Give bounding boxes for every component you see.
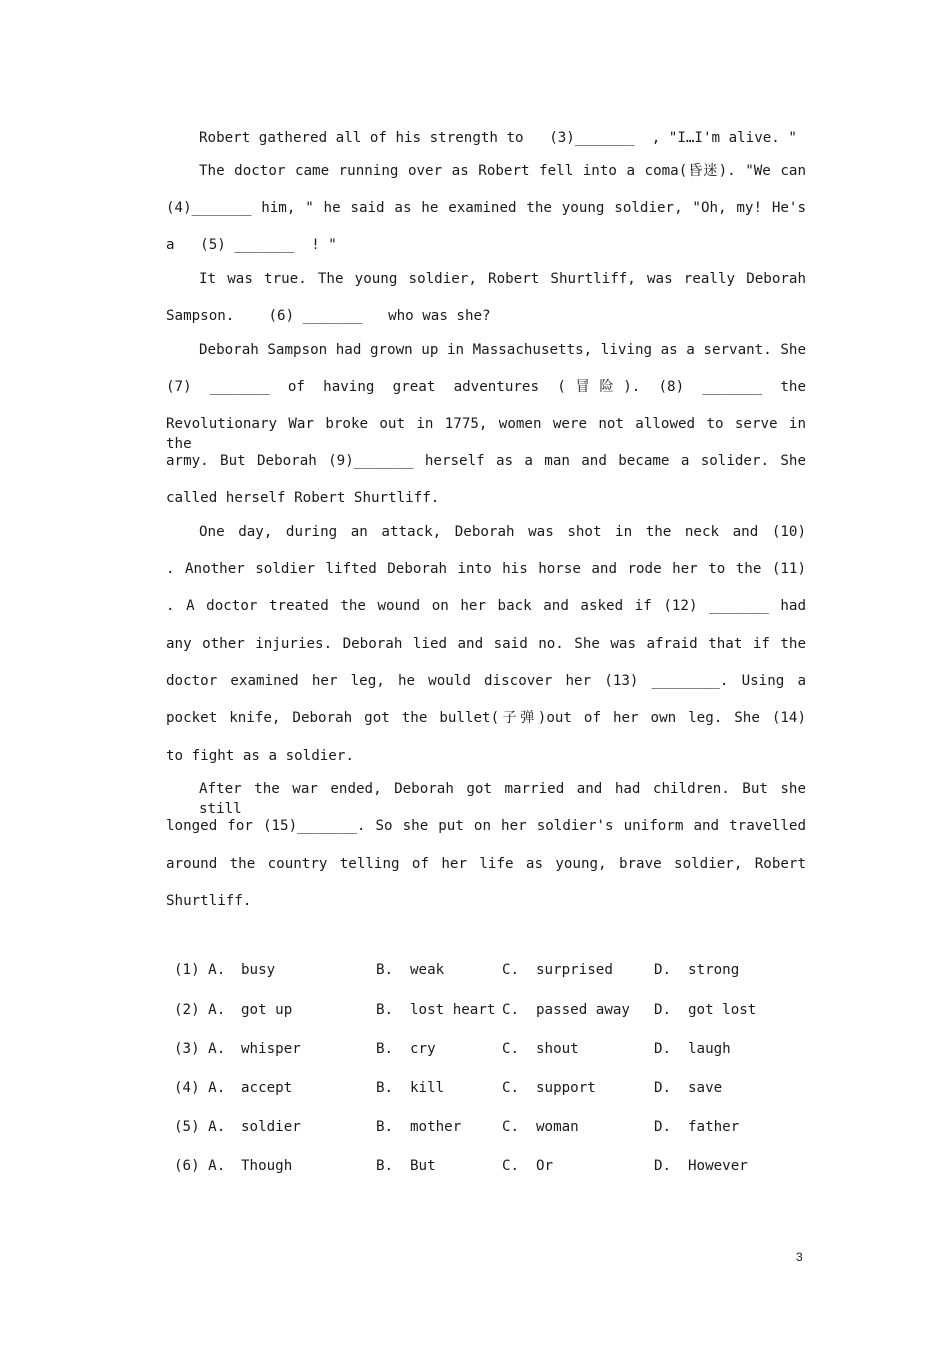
option-d: got lost (688, 1002, 757, 1018)
option-number: (5) A. (174, 1119, 226, 1135)
passage-line: a (5) _______ ! " (166, 237, 337, 253)
passage-line: Robert gathered all of his strength to (3)_______ , "I…I'm alive. " (199, 130, 797, 146)
option-c-label: C. (502, 1002, 520, 1018)
option-number: (3) A. (174, 1041, 226, 1057)
option-a: accept (241, 1080, 293, 1096)
option-number: (2) A. (174, 1002, 226, 1018)
option-d: save (688, 1080, 723, 1096)
option-d-label: D. (654, 1158, 672, 1174)
option-d-label: D. (654, 1080, 672, 1096)
option-c-label: C. (502, 1041, 520, 1057)
passage-line: army. But Deborah (9)_______ herself as a man and became a solider. She (166, 453, 806, 469)
passage-line: (4)_______ him, " he said as he examined the young soldier, "Oh, my! He's (166, 200, 806, 216)
passage-line: any other injuries. Deborah lied and said no. She was afraid that if the (166, 636, 806, 652)
option-row (174, 1156, 748, 1356)
passage-line: called herself Robert Shurtliff. (166, 490, 440, 506)
passage-line: One day, during an attack, Deborah was shot in the neck and (10) (199, 524, 806, 540)
passage-line: around the country telling of her life as young, brave soldier, Robert (166, 856, 806, 872)
passage-line: doctor examined her leg, he would discover her (13) ________. Using a (166, 673, 806, 689)
option-d-label: D. (654, 1002, 672, 1018)
option-c-label: C. (502, 962, 520, 978)
option-d: strong (688, 962, 740, 978)
option-a: soldier (241, 1119, 301, 1135)
passage-line: After the war ended, Deborah got married and had children. But she still (199, 781, 806, 817)
option-d: father (688, 1119, 740, 1135)
option-number: (6) A. (174, 1158, 226, 1174)
option-a: whisper (241, 1041, 301, 1057)
passage-line: . Another soldier lifted Deborah into his horse and rode her to the (11) (166, 561, 806, 577)
option-c: passed away (536, 1002, 630, 1018)
option-d: However (688, 1158, 748, 1174)
option-c: support (536, 1080, 596, 1096)
option-c-label: C. (502, 1119, 520, 1135)
option-number: (1) A. (174, 962, 226, 978)
option-c: surprised (536, 962, 613, 978)
option-b: kill (410, 1080, 445, 1096)
option-d: laugh (688, 1041, 731, 1057)
passage-line: (7) _______ of having great adventures (冒险). (8) _______ the (166, 379, 806, 395)
passage-line: The doctor came running over as Robert fell into a coma(昏迷). "We can (199, 163, 806, 179)
option-b-label: B. (376, 1119, 394, 1135)
option-c-label: C. (502, 1158, 520, 1174)
passage-line: Revolutionary War broke out in 1775, women were not allowed to serve in the (166, 416, 806, 452)
option-b-label: B. (376, 1002, 394, 1018)
passage-line: It was true. The young soldier, Robert Shurtliff, was really Deborah (199, 271, 806, 287)
option-b-label: B. (376, 1041, 394, 1057)
option-b: But (410, 1158, 436, 1174)
option-b-label: B. (376, 962, 394, 978)
option-c-label: C. (502, 1080, 520, 1096)
option-b: lost heart (410, 1002, 496, 1018)
option-c: woman (536, 1119, 579, 1135)
passage-line: pocket knife, Deborah got the bullet(子弹)out of her own leg. She (14) (166, 710, 806, 726)
passage-line: Shurtliff. (166, 893, 252, 909)
option-d-label: D. (654, 962, 672, 978)
option-d-label: D. (654, 1041, 672, 1057)
passage-line: Sampson. (6) _______ who was she? (166, 308, 491, 324)
page-number: 3 (796, 1250, 803, 1264)
passage-line: . A doctor treated the wound on her back and asked if (12) _______ had (166, 598, 806, 614)
option-b: weak (410, 962, 445, 978)
option-b: mother (410, 1119, 462, 1135)
option-c: shout (536, 1041, 579, 1057)
option-d-label: D. (654, 1119, 672, 1135)
passage-line: longed for (15)_______. So she put on her soldier's uniform and travelled (166, 818, 806, 834)
option-number: (4) A. (174, 1080, 226, 1096)
option-b-label: B. (376, 1080, 394, 1096)
option-a: got up (241, 1002, 293, 1018)
option-a: busy (241, 962, 276, 978)
option-a: Though (241, 1158, 293, 1174)
option-b-label: B. (376, 1158, 394, 1174)
passage-line: to fight as a soldier. (166, 748, 354, 764)
option-c: Or (536, 1158, 554, 1174)
option-b: cry (410, 1041, 436, 1057)
passage-line: Deborah Sampson had grown up in Massachusetts, living as a servant. She (199, 342, 806, 358)
